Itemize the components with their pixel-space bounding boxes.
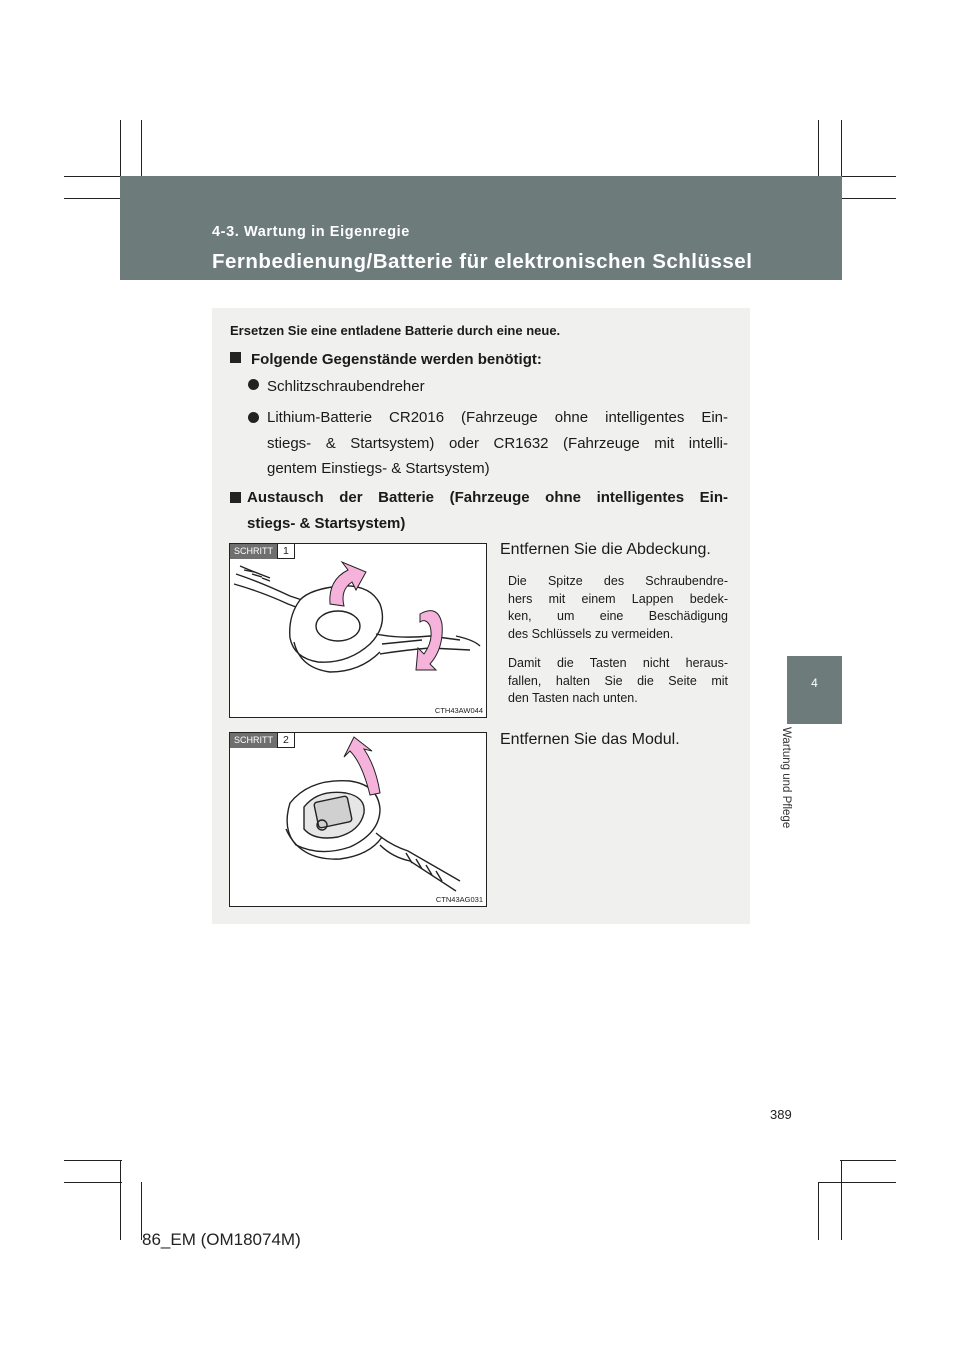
key-cover-illustration — [230, 544, 486, 717]
list-item-continuation: gentem Einstiegs- & Startsystem) — [267, 460, 490, 477]
square-bullet-icon — [230, 492, 241, 503]
crop-mark — [120, 1160, 121, 1240]
crop-mark — [841, 120, 842, 178]
list-item — [248, 405, 728, 431]
step-1-note-line: ken, um eine Beschädigung — [508, 609, 728, 623]
replace-heading — [230, 485, 728, 511]
step-number: 1 — [277, 544, 295, 559]
needed-heading — [230, 347, 542, 373]
step-1-note-line: des Schlüssels zu vermeiden. — [508, 626, 674, 641]
crop-mark — [840, 176, 896, 177]
crop-mark — [64, 1182, 122, 1183]
list-item-text: Schlitzschraubendreher — [267, 378, 425, 395]
crop-mark — [818, 120, 819, 178]
list-item — [248, 374, 425, 400]
step-1-note-line: hers mit einem Lappen bedek- — [508, 591, 728, 606]
crop-mark — [841, 1160, 842, 1240]
crop-mark — [840, 1160, 896, 1161]
crop-mark — [64, 1160, 122, 1161]
section-label: 4-3. Wartung in Eigenregie — [212, 224, 410, 240]
step-2-instruction: Entfernen Sie das Modul. — [500, 731, 680, 748]
step-1-note-line: fallen, halten Sie die Seite mit — [508, 673, 728, 688]
crop-mark — [64, 176, 122, 177]
step-2-figure — [229, 732, 487, 907]
list-item-text: Lithium-Batterie CR2016 (Fahrzeuge ohne intelligentes Ein- — [267, 409, 728, 426]
step-label: SCHRITT — [230, 733, 277, 748]
step-number: 2 — [277, 733, 295, 748]
chapter-tab — [787, 656, 842, 724]
crop-mark — [141, 120, 142, 178]
step-1-note-line: Die Spitze des Schraubendre- — [508, 574, 728, 588]
replace-heading-text: Austausch der Batterie (Fahrzeuge ohne intelligentes Ein- — [247, 489, 728, 506]
chapter-name — [772, 727, 812, 877]
chapter-name-label: Wartung und Pflege — [780, 727, 792, 829]
step-label: SCHRITT — [230, 544, 277, 559]
round-bullet-icon — [248, 412, 259, 423]
crop-mark — [120, 120, 121, 178]
step-1-figure — [229, 543, 487, 718]
intro-text: Ersetzen Sie eine entladene Batterie durch eine neue. — [230, 323, 561, 338]
chapter-number: 4 — [811, 676, 818, 690]
document-code: 86_EM (OM18074M) — [142, 1230, 301, 1249]
square-bullet-icon — [230, 352, 241, 363]
step-1-note-line: den Tasten nach unten. — [508, 691, 638, 705]
page-number: 389 — [770, 1107, 792, 1122]
list-item-continuation: stiegs- & Startsystem) oder CR1632 (Fahrzeuge mit intelli- — [267, 435, 728, 452]
figure-code: CTN43AG031 — [435, 895, 483, 904]
figure-code: CTH43AW044 — [434, 706, 483, 715]
crop-mark — [818, 1182, 896, 1183]
needed-heading-text: Folgende Gegenstände werden benötigt: — [251, 351, 542, 368]
step-1-instruction: Entfernen Sie die Abdeckung. — [500, 541, 711, 558]
crop-mark — [818, 1182, 819, 1240]
page-title: Fernbedienung/Batterie für elektronischen Schlüssel — [212, 250, 753, 273]
round-bullet-icon — [248, 379, 259, 390]
crop-mark — [64, 198, 122, 199]
key-module-illustration — [230, 733, 486, 906]
step-1-note-line: Damit die Tasten nicht heraus- — [508, 656, 728, 670]
replace-heading-continuation: stiegs- & Startsystem) — [247, 515, 406, 532]
crop-mark — [840, 198, 896, 199]
